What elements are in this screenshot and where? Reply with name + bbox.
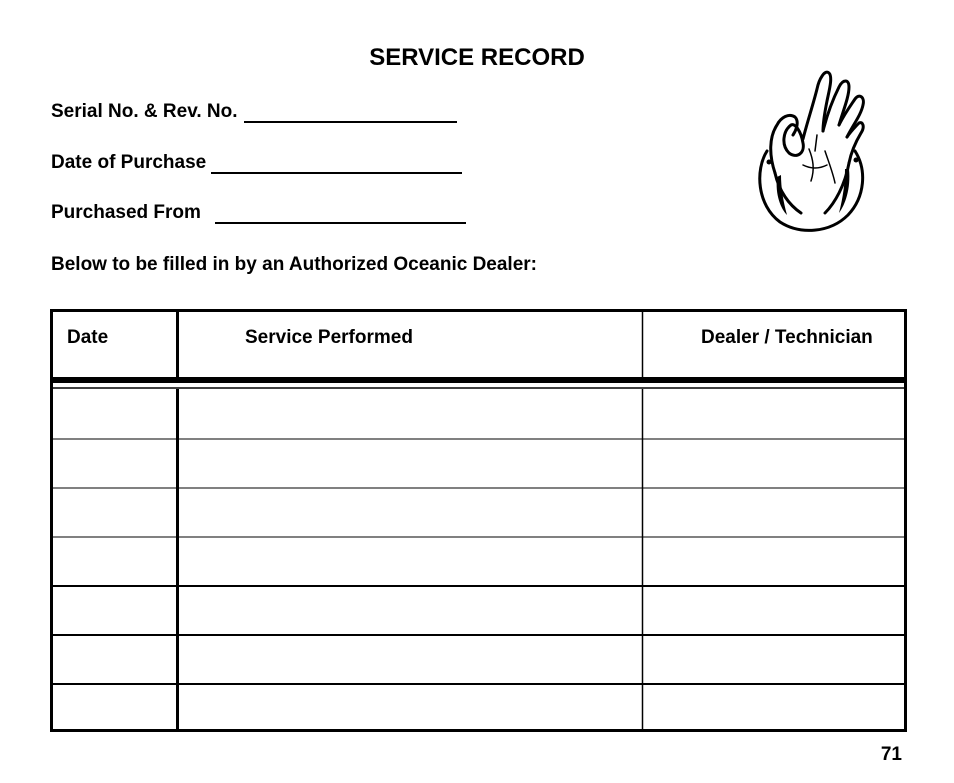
ok-hand-sign-icon [755,65,870,233]
table-row[interactable] [50,684,907,730]
header-dealer-technician [643,309,905,379]
purchased-from-label: Purchased From [51,202,201,223]
header-dealer-technician-label: Dealer / Technician [701,327,873,348]
serial-number-blank[interactable] [244,103,457,123]
table-row[interactable] [50,537,907,586]
purchased-from-field[interactable] [51,202,466,224]
table-row[interactable] [50,389,907,439]
date-of-purchase-label: Date of Purchase [51,152,207,173]
table-row[interactable] [50,439,907,488]
page-title: SERVICE RECORD [369,44,585,71]
header-service-performed-label: Service Performed [245,327,413,348]
date-of-purchase-blank[interactable] [211,154,462,174]
purchased-from-blank[interactable] [215,204,466,224]
dealer-note: Below to be filled in by an Authorized Oceanic Dealer: [51,254,537,275]
table-row[interactable] [50,586,907,635]
serial-number-field[interactable] [51,101,457,123]
serial-number-label: Serial No. & Rev. No. [51,101,238,122]
header-date [50,309,177,379]
header-service-performed [178,309,642,379]
date-of-purchase-field[interactable] [51,152,462,174]
header-date-label: Date [67,327,109,348]
table-row[interactable] [50,635,907,684]
page-number: 71 [880,744,902,765]
table-row[interactable] [50,488,907,537]
service-record-table [50,309,907,732]
